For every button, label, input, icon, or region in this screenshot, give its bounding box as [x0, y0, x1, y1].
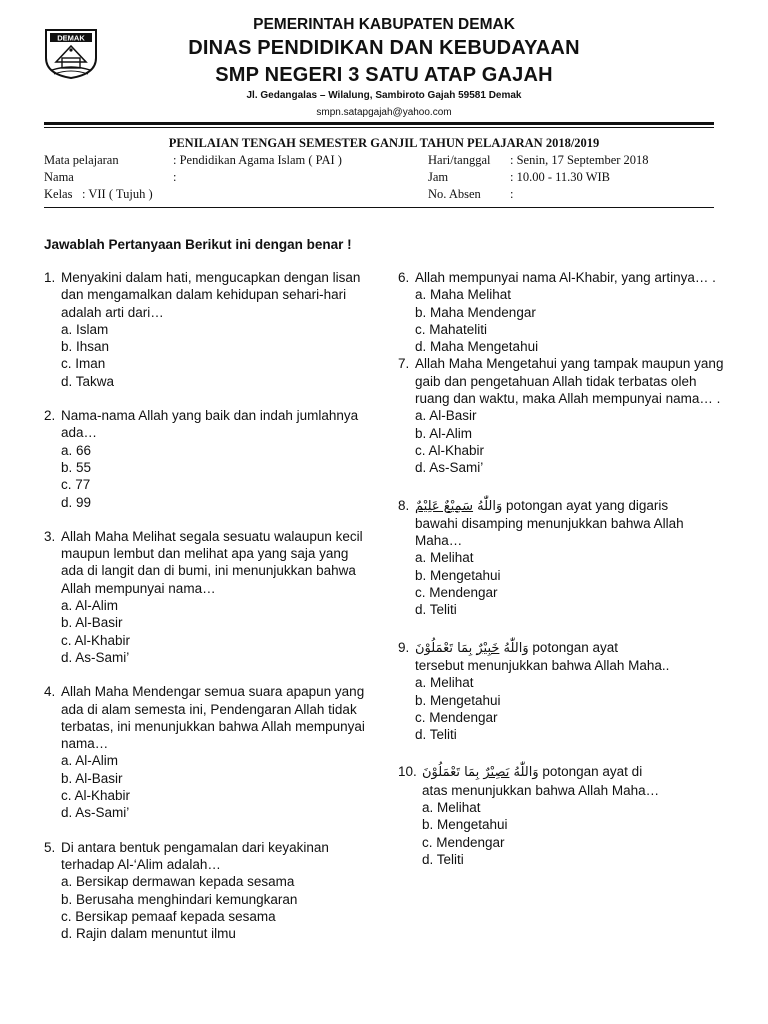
option-a: a. Melihat — [422, 800, 481, 816]
question-4 — [44, 683, 374, 821]
option-b: b. Al-Basir — [61, 615, 123, 631]
option-d: d. Teliti — [415, 602, 457, 618]
option-a: a. 66 — [61, 442, 92, 458]
question-7 — [398, 355, 728, 476]
question-text-after: potongan ayat di — [538, 764, 643, 780]
day-label: Hari/tanggal — [428, 153, 491, 167]
option-a: a. Al-Alim — [61, 753, 119, 769]
question-number: 8. — [398, 497, 410, 513]
question-text-continued: atas menunjukkan bahwa Allah Maha… — [422, 782, 660, 798]
option-c: c. Mendengar — [415, 709, 498, 725]
option-d: d. Takwa — [61, 373, 115, 389]
arabic-verse-plain: وَاللّٰهُ — [509, 765, 539, 781]
question-number: 5. — [44, 839, 56, 855]
option-d: d. As-Sami’ — [61, 805, 130, 821]
time-label: Jam — [428, 170, 449, 184]
time-value: : 10.00 - 11.30 WIB — [510, 170, 610, 184]
option-a: a. Al-Alim — [61, 598, 119, 614]
question-text: Menyakini dalam hati, mengucapkan dengan lisan dan mengamalkan dalam kehidupan sehari-hari adalah arti dari… — [61, 270, 361, 320]
day-value: : Senin, 17 September 2018 — [510, 153, 649, 167]
arabic-verse-end: بِمَا تَعْمَلُوْنَ — [422, 765, 484, 781]
question-column-right — [398, 269, 728, 868]
absen-value: : — [510, 187, 514, 201]
subject-label: Mata pelajaran — [44, 153, 119, 167]
exam-title: PENILAIAN TENGAH SEMESTER GANJIL TAHUN PELAJARAN 2018/2019 — [168, 136, 600, 150]
question-text: Allah Maha Melihat segala sesuatu walaupun kecil maupun lembut dan melihat apa yang saja yang ada di langit dan di bumi, ini menunjukkan bahwa Allah mempunyai nama… — [61, 528, 363, 596]
arabic-verse-plain: وَاللّٰهُ — [473, 498, 503, 514]
question-text — [415, 639, 728, 657]
question-number: 10. — [398, 764, 417, 780]
option-a: a. Islam — [61, 321, 109, 337]
arabic-verse-underlined: سَمِيْعٌ عَلِيْمٌ — [415, 498, 474, 514]
arabic-verse — [415, 499, 502, 514]
option-c: c. Al-Khabir — [61, 632, 131, 648]
option-b: b. Mengetahui — [422, 817, 508, 833]
option-a: a. Al-Basir — [415, 408, 477, 424]
option-a: a. Bersikap dermawan kepada sesama — [61, 874, 295, 890]
question-text: Allah Maha Mendengar semua suara apapun yang ada di alam semesta ini, Pendengaran Allah tidak terbatas, ini menunjukkan bahwa Allah mempunyai nama… — [61, 684, 365, 752]
option-c: c. Mendengar — [422, 834, 505, 850]
question-number: 9. — [398, 639, 410, 655]
arabic-verse-underlined: خَبِيْرٌ — [476, 640, 500, 656]
question-number: 2. — [44, 408, 56, 424]
question-number: 3. — [44, 528, 56, 544]
option-b: b. Al-Alim — [415, 425, 473, 441]
option-c: c. 77 — [61, 477, 91, 493]
question-text: Allah Maha Mengetahui yang tampak maupun yang gaib dan pengetahuan Allah tidak terbatas oleh ruang dan waktu, maka Allah mempunyai nama… . — [415, 356, 724, 407]
arabic-verse — [415, 641, 529, 656]
question-number: 4. — [44, 684, 56, 700]
arabic-verse-plain: وَاللّٰهُ — [499, 640, 529, 656]
option-b: b. Mengetahui — [415, 567, 501, 583]
letterhead-divider-thin — [44, 127, 714, 128]
option-c: c. Bersikap pemaaf kepada sesama — [61, 908, 276, 924]
question-text-after: potongan ayat yang digaris — [502, 497, 669, 513]
question-text-continued: bawahi disamping menunjukkan bahwa Allah Maha… — [415, 515, 684, 549]
option-d: d. As-Sami’ — [415, 460, 484, 476]
letterhead-divider — [44, 122, 714, 125]
question-number: 6. — [398, 270, 410, 285]
meta-divider — [44, 207, 714, 208]
question-5 — [44, 839, 374, 943]
question-text — [415, 497, 728, 515]
question-1 — [44, 269, 374, 390]
option-a: a. Melihat — [415, 675, 474, 691]
option-b: b. Al-Basir — [61, 770, 123, 786]
school-address: Jl. Gedangalas – Wilalung, Sambiroto Gajah 59581 Demak — [246, 90, 522, 101]
option-c: c. Mahateliti — [415, 321, 488, 337]
option-d: d. 99 — [61, 494, 92, 510]
arabic-verse-underlined: بَصِيْرٌ — [483, 765, 510, 781]
option-d: d. Maha Mengetahui — [415, 339, 539, 355]
option-c: c. Al-Khabir — [415, 442, 485, 458]
question-text — [422, 763, 728, 781]
class-label: Kelas — [44, 187, 73, 201]
option-a: a. Maha Melihat — [415, 287, 512, 303]
name-label: Nama — [44, 170, 74, 184]
option-b: b. Mengetahui — [415, 692, 501, 708]
option-c: c. Al-Khabir — [61, 788, 131, 804]
question-text-after: potongan ayat — [528, 639, 618, 655]
question-6 — [398, 269, 728, 355]
question-number: 7. — [398, 356, 410, 372]
arabic-verse — [422, 765, 539, 780]
option-c: c. Iman — [61, 356, 106, 372]
option-b: b. Maha Mendengar — [415, 304, 536, 320]
option-a: a. Melihat — [415, 550, 474, 566]
question-10 — [398, 763, 728, 868]
option-d: d. As-Sami’ — [61, 649, 130, 665]
question-text: Allah mempunyai nama Al-Khabir, yang artinya… . — [415, 270, 716, 285]
option-c: c. Mendengar — [415, 585, 498, 601]
question-3 — [44, 528, 374, 666]
class-value: : VII ( Tujuh ) — [82, 187, 153, 201]
name-value: : — [173, 170, 177, 184]
question-text-continued: tersebut menunjukkan bahwa Allah Maha.. — [415, 657, 670, 673]
department-heading: DINAS PENDIDIKAN DAN KEBUDAYAAN — [188, 37, 580, 59]
option-d: d. Teliti — [415, 727, 457, 743]
question-8 — [398, 497, 728, 619]
svg-text:DEMAK: DEMAK — [57, 33, 85, 43]
question-column-left — [44, 269, 374, 942]
option-b: b. 55 — [61, 459, 92, 475]
instruction: Jawablah Pertanyaan Berikut ini dengan benar ! — [44, 237, 352, 252]
option-b: b. Berusaha menghindari kemungkaran — [61, 891, 298, 907]
school-heading: SMP NEGERI 3 SATU ATAP GAJAH — [215, 64, 553, 86]
question-2 — [44, 407, 374, 511]
option-d: d. Rajin dalam menuntut ilmu — [61, 926, 236, 942]
school-email: smpn.satapgajah@yahoo.com — [316, 107, 452, 118]
option-b: b. Ihsan — [61, 339, 110, 355]
arabic-verse-end: بِمَا تَعْمَلُوْنَ — [415, 640, 477, 656]
subject-value: : Pendidikan Agama Islam ( PAI ) — [173, 153, 342, 167]
government-heading: PEMERINTAH KABUPATEN DEMAK — [253, 16, 515, 33]
absen-label: No. Absen — [428, 187, 481, 201]
question-text: Nama-nama Allah yang baik dan indah jumlahnya ada… — [61, 408, 359, 441]
question-number: 1. — [44, 270, 56, 285]
question-text: Di antara bentuk pengamalan dari keyakinan terhadap Al-‘Alim adalah… — [61, 839, 329, 872]
question-9 — [398, 639, 728, 744]
option-d: d. Teliti — [422, 851, 464, 867]
